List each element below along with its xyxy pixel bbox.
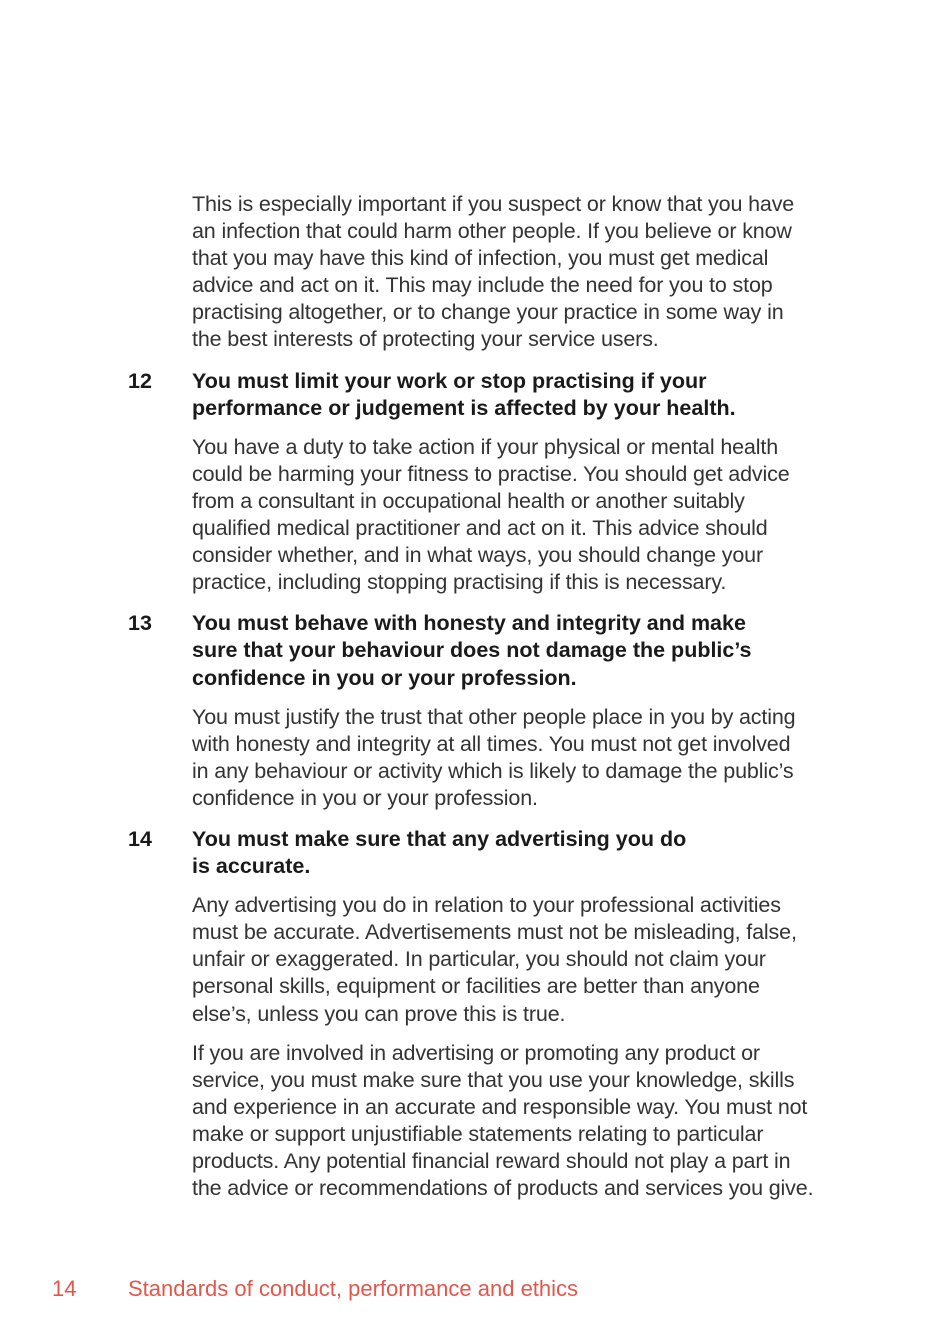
section-number: 13 <box>128 611 152 636</box>
section-heading-12 <box>0 368 950 422</box>
section-13-paragraph <box>192 704 852 812</box>
section-heading-14 <box>0 826 950 880</box>
section-14-paragraph-1 <box>192 892 852 1027</box>
text-line: make or support unjustifiable statements relating to particular <box>192 1121 764 1146</box>
text-line: and experience in an accurate and responsible way. You must not <box>192 1094 808 1119</box>
heading-line: You must make sure that any advertising you do <box>192 826 687 851</box>
text-line: qualified medical practitioner and act on it. This advice should <box>192 516 768 541</box>
text-line: confidence in you or your profession. <box>192 785 538 810</box>
section-heading-text <box>192 826 872 880</box>
section-number: 14 <box>128 826 152 851</box>
document-body <box>0 191 950 1214</box>
text-line: the advice or recommendations of products and services you give. <box>192 1176 814 1201</box>
text-line: an infection that could harm other people. If you believe or know <box>192 219 792 244</box>
heading-line: You must limit your work or stop practising if your <box>192 368 707 393</box>
section-heading-text <box>192 610 872 691</box>
section-number: 12 <box>128 368 152 393</box>
intro-paragraph <box>192 191 852 354</box>
text-line: products. Any potential financial reward should not play a part in <box>192 1149 791 1173</box>
text-line: This is especially important if you suspect or know that you have <box>192 192 795 216</box>
page-number: 14 <box>52 1276 77 1301</box>
text-line: from a consultant in occupational health or another suitably <box>192 488 745 513</box>
text-line: in any behaviour or activity which is likely to damage the public’s <box>192 758 794 783</box>
heading-line: confidence in you or your profession. <box>192 665 577 690</box>
heading-line: sure that your behaviour does not damage the public’s <box>192 638 752 663</box>
heading-line: is accurate. <box>192 854 311 879</box>
text-line: with honesty and integrity at all times. You must not get involved <box>192 731 791 756</box>
text-line: You must justify the trust that other people place in you by acting <box>192 704 796 729</box>
text-line: unfair or exaggerated. In particular, you should not claim your <box>192 947 766 972</box>
text-line: practice, including stopping practising if this is necessary. <box>192 570 727 595</box>
text-line: could be harming your fitness to practise. You should get advice <box>192 461 790 486</box>
text-line: consider whether, and in what ways, you should change your <box>192 543 763 568</box>
section-14-paragraph-2 <box>192 1040 852 1203</box>
text-line: else’s, unless you can prove this is true. <box>192 1001 566 1026</box>
text-line: You have a duty to take action if your physical or mental health <box>192 434 778 459</box>
text-line: that you may have this kind of infection, you must get medical <box>192 246 769 271</box>
text-line: If you are involved in advertising or promoting any product or <box>192 1040 760 1065</box>
text-line: Any advertising you do in relation to your professional activities <box>192 893 781 918</box>
footer-title: Standards of conduct, performance and ethics <box>128 1276 579 1301</box>
text-line: practising altogether, or to change your practice in some way in <box>192 300 784 325</box>
section-12-paragraph <box>192 434 852 597</box>
page-footer <box>0 1276 950 1306</box>
heading-line: performance or judgement is affected by your health. <box>192 395 736 420</box>
text-line: personal skills, equipment or facilities are better than anyone <box>192 974 760 999</box>
section-heading-13 <box>0 610 950 691</box>
section-heading-text <box>192 368 872 422</box>
text-line: advice and act on it. This may include the need for you to stop <box>192 273 773 298</box>
heading-line: You must behave with honesty and integrity and make <box>192 611 746 636</box>
text-line: the best interests of protecting your service users. <box>192 327 659 352</box>
text-line: service, you must make sure that you use your knowledge, skills <box>192 1067 795 1092</box>
text-line: must be accurate. Advertisements must not be misleading, false, <box>192 920 797 945</box>
